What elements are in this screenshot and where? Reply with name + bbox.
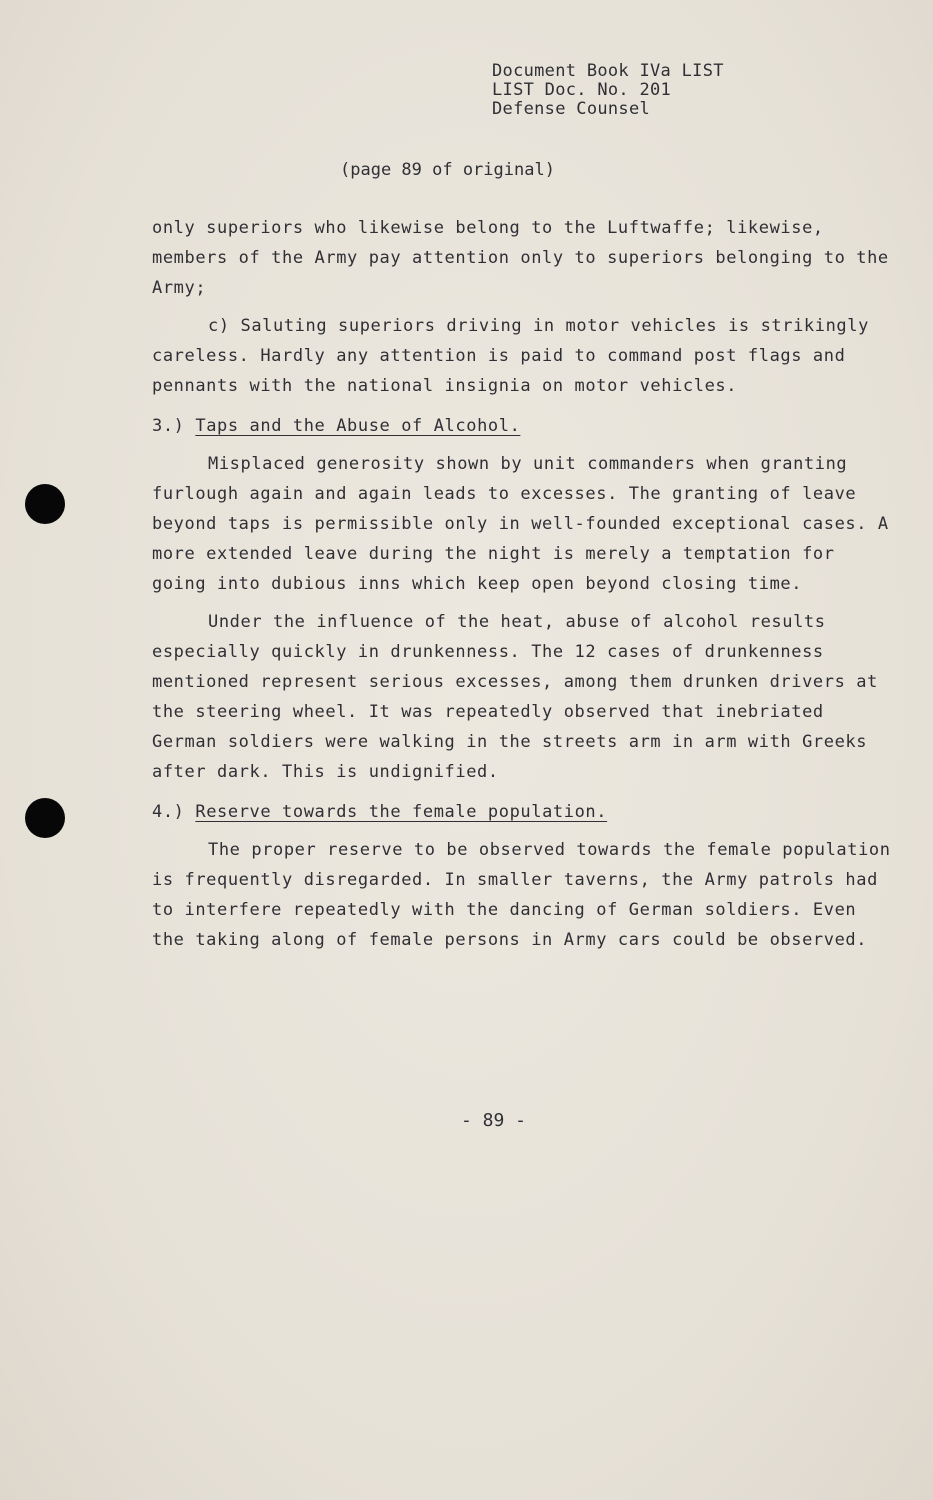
section-number: 3.) [152,416,185,436]
punch-hole-bottom [25,798,65,838]
section-heading-reserve [152,799,897,825]
section-heading-taps [152,413,897,439]
paragraph-generosity: Misplaced generosity shown by unit commanders when granting furlough again and again leads to excesses. The granting of leave beyond taps is permissible only in well-founded exceptional cases. A more extended leave during the night is merely a temptation for going into dubious inns which keep open beyond closing time. [152,454,889,594]
header-line-counsel: Defense Counsel [492,99,651,119]
paragraph-reserve: The proper reserve to be observed towards the female population is frequently disregarded. In smaller taverns, the Army patrols had to interfere repeatedly with the dancing of German soldiers. Even the taking along of female persons in Army cars could be observed. [152,840,891,950]
paragraph-saluting: c) Saluting superiors driving in motor vehicles is strikingly careless. Hardly any attention is paid to command post flags and pennants with the national insignia on motor vehicles. [152,316,869,396]
header-line-doc-number: LIST Doc. No. 201 [492,80,672,100]
header-line-book: Document Book IVa LIST [492,61,724,81]
section-title: Reserve towards the female population. [195,802,608,822]
section-title: Taps and the Abuse of Alcohol. [195,416,521,436]
page-number: - 89 - [461,1110,527,1131]
paragraph-alcohol: Under the influence of the heat, abuse of alcohol results especially quickly in drunkenness. The 12 cases of drunkenness mentioned represent serious excesses, among them drunken drivers at the steering wheel. It was repeatedly observed that inebriated German soldiers were walking in the streets arm in arm with Greeks after dark. This is undignified. [152,612,878,782]
punch-hole-top [25,484,65,524]
paragraph-superiors: only superiors who likewise belong to the Luftwaffe; likewise, members of the Army pay attention only to superiors belonging to the Army; [152,218,889,298]
section-number: 4.) [152,802,185,822]
document-body [152,213,897,955]
document-header [492,62,724,119]
original-page-reference: (page 89 of original) [340,160,555,180]
